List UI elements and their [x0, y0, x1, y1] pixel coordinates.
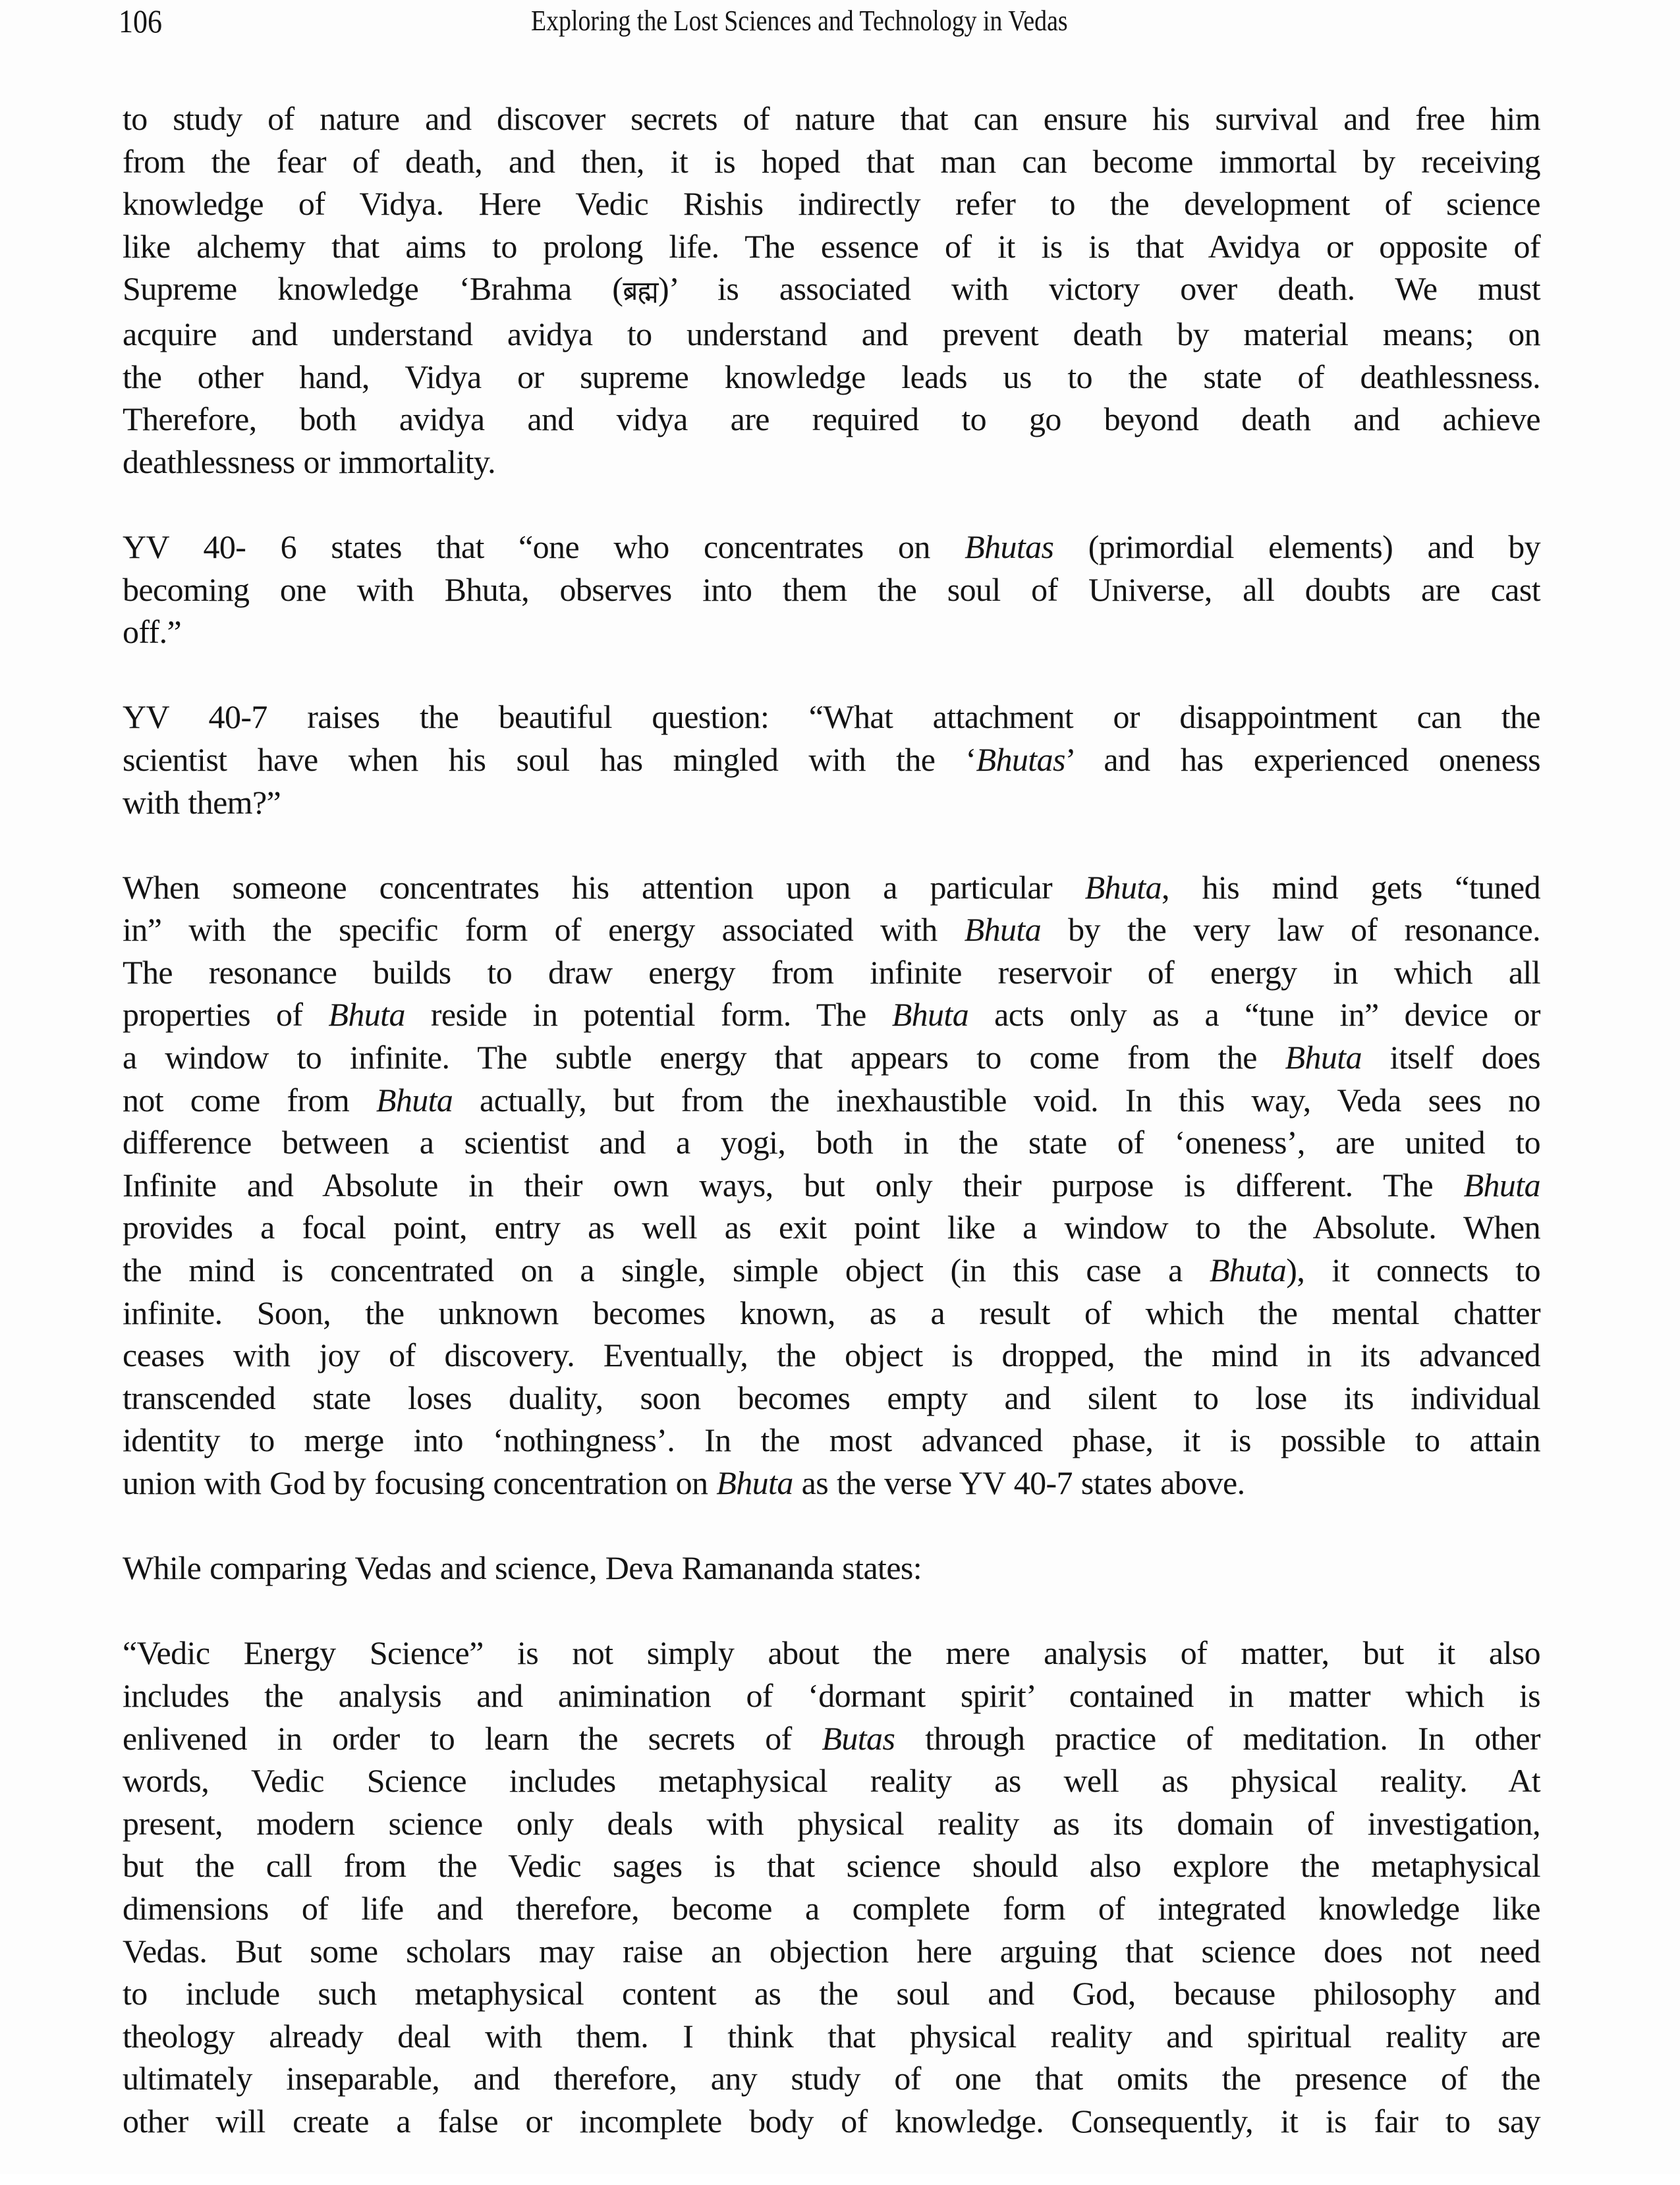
text-line [123, 225, 1540, 268]
italic-term: Bhuta [1209, 1252, 1287, 1289]
text-line [123, 611, 1540, 653]
text-line [123, 356, 1540, 399]
text-line [123, 1334, 1540, 1377]
text-run: other will create a false or incomplete body of knowledge. Consequently, it is fair to say [123, 2102, 1540, 2140]
text-run: ), it connects to [1286, 1252, 1540, 1289]
text-run: , his mind gets “tuned [1162, 868, 1540, 906]
running-header [0, 0, 1680, 46]
text-line [123, 1547, 1540, 1590]
text-run: off.” [123, 613, 182, 651]
text-line [123, 1249, 1540, 1292]
body-text [123, 97, 1540, 2185]
italic-term: Bhutas [965, 528, 1054, 565]
text-run: to study of nature and discover secrets of nature that can ensure his survival and free him [123, 100, 1540, 137]
text-line [123, 993, 1540, 1036]
text-run: with them?” [123, 783, 281, 821]
paragraph [123, 1547, 1540, 1590]
text-line [123, 568, 1540, 611]
text-run: through practice of meditation. In other [895, 1719, 1540, 1757]
text-line [123, 1164, 1540, 1207]
text-line [123, 1377, 1540, 1420]
text-run: “Vedic Energy Science” is not simply about the mere analysis of matter, but it also [123, 1634, 1540, 1672]
text-run: identity to merge into ‘nothingness’. In the most advanced phase, it is possible to attain [123, 1422, 1540, 1459]
text-run: Infinite and Absolute in their own ways, but only their purpose is different. The [123, 1166, 1464, 1203]
text-run: reside in potential form. The [405, 996, 892, 1034]
text-run: the other hand, Vidya or supreme knowledge leads us to the state of deathlessness. [123, 358, 1540, 395]
text-line [123, 140, 1540, 183]
text-line [123, 951, 1540, 994]
italic-term: Bhuta [964, 911, 1042, 949]
text-run: not come from [123, 1081, 376, 1119]
text-run: acts only as a “tune in” device or [968, 996, 1540, 1034]
text-line [123, 1887, 1540, 1930]
text-line [123, 1930, 1540, 1973]
text-line [123, 1759, 1540, 1802]
text-run: but the call from the Vedic sages is that science should also explore the metaphysical [123, 1847, 1540, 1885]
text-line [123, 1079, 1540, 1122]
text-run: the mind is concentrated on a single, simple object (in this case a [123, 1252, 1210, 1289]
italic-term: Bhutas [976, 740, 1065, 778]
text-run: includes the analysis and animination of ‘dormant spirit’ contained in matter which is [123, 1676, 1540, 1714]
text-line [123, 2057, 1540, 2100]
text-line [123, 1674, 1540, 1717]
text-line [123, 1632, 1540, 1674]
italic-term: Bhuta [1463, 1166, 1540, 1203]
paragraph [123, 97, 1540, 483]
text-line [123, 1419, 1540, 1462]
text-run: union with God by focusing concentration on [123, 1464, 717, 1501]
text-run: While comparing Vedas and science, Deva Ramananda states: [123, 1549, 922, 1587]
text-run: to include such metaphysical content as the soul and God, because philosophy and [123, 1975, 1540, 2012]
text-run: enlivened in order to learn the secrets of [123, 1719, 822, 1757]
italic-term: Bhuta [891, 996, 969, 1034]
text-line [123, 313, 1540, 356]
text-line [123, 1844, 1540, 1887]
text-line [123, 1292, 1540, 1335]
text-line [123, 441, 1540, 484]
text-run: words, Vedic Science includes metaphysical reality as well as physical reality. At [123, 1762, 1540, 1800]
text-run: like alchemy that aims to prolong life. The essence of it is is that Avidya or opposite of [123, 227, 1540, 265]
text-run: knowledge of Vidya. Here Vedic Rishis indirectly refer to the development of science [123, 185, 1540, 223]
italic-term: Bhuta [376, 1081, 453, 1119]
text-line [123, 1121, 1540, 1164]
text-line [123, 781, 1540, 824]
text-run: When someone concentrates his attention upon a particular [123, 868, 1085, 906]
text-run: properties of [123, 996, 329, 1034]
text-run: scientist have when his soul has mingled with the ‘ [123, 740, 976, 778]
text-run: deathlessness or immortality. [123, 443, 495, 480]
text-run: by the very law of resonance. [1041, 911, 1540, 949]
page-number: 106 [119, 3, 162, 40]
text-run: transcended state loses duality, soon becomes empty and silent to lose its individual [123, 1379, 1540, 1416]
devanagari-term: ब्रह्म [623, 276, 658, 307]
text-line [123, 526, 1540, 568]
text-line [123, 97, 1540, 140]
text-run: becoming one with Bhuta, observes into them the soul of Universe, all doubts are cast [123, 570, 1540, 608]
text-run: Therefore, both avidya and vidya are required to go beyond death and achieve [123, 401, 1540, 438]
italic-term: Bhuta [716, 1464, 793, 1501]
text-run: acquire and understand avidya to understand and prevent death by material means; on [123, 315, 1540, 352]
text-line [123, 1802, 1540, 1845]
text-line [123, 696, 1540, 738]
italic-term: Butas [822, 1719, 895, 1757]
text-run: )’ is associated with victory over death. We must [658, 270, 1541, 308]
text-run: theology already deal with them. I think that physical reality and spiritual reality are [123, 2017, 1540, 2055]
text-line [123, 908, 1540, 951]
text-line [123, 182, 1540, 225]
text-run: (primordial elements) and by [1053, 528, 1540, 565]
text-run: dimensions of life and therefore, become a complete form of integrated knowledge like [123, 1889, 1540, 1927]
text-run: YV 40-7 raises the beautiful question: “What attachment or disappointment can the [123, 698, 1540, 736]
text-run: difference between a scientist and a yogi, both in the state of ‘oneness’, are united to [123, 1124, 1540, 1161]
paragraph [123, 866, 1540, 1505]
text-run: itself does [1361, 1039, 1540, 1076]
text-run: ultimately inseparable, and therefore, any study of one that omits the presence of the [123, 2060, 1540, 2097]
text-line [123, 267, 1540, 313]
text-line [123, 2015, 1540, 2058]
text-run: Vedas. But some scholars may raise an objection here arguing that science does not need [123, 1932, 1540, 1970]
text-line [123, 1462, 1540, 1505]
text-run: a window to infinite. The subtle energy that appears to come from the [123, 1039, 1285, 1076]
text-run: in” with the specific form of energy associated with [123, 911, 965, 949]
paragraph [123, 526, 1540, 653]
italic-term: Bhuta [1084, 868, 1162, 906]
text-line [123, 1206, 1540, 1249]
text-line [123, 2100, 1540, 2143]
text-run: ceases with joy of discovery. Eventually, the object is dropped, the mind in its advanced [123, 1337, 1540, 1374]
text-line [123, 398, 1540, 441]
text-run: infinite. Soon, the unknown becomes known, as a result of which the mental chatter [123, 1294, 1540, 1331]
text-run: YV 40- 6 states that “one who concentrates on [123, 528, 965, 565]
paragraph [123, 1632, 1540, 2142]
text-run: The resonance builds to draw energy from infinite reservoir of energy in which all [123, 953, 1540, 991]
text-line [123, 866, 1540, 909]
text-run: provides a focal point, entry as well as exit point like a window to the Absolute. When [123, 1209, 1540, 1246]
italic-term: Bhuta [1285, 1039, 1362, 1076]
text-run: actually, but from the inexhaustible void. In this way, Veda sees no [453, 1081, 1540, 1119]
text-run: Supreme knowledge ‘Brahma ( [123, 270, 623, 308]
running-title: Exploring the Lost Sciences and Technology in Vedas [531, 5, 1068, 37]
text-line [123, 1972, 1540, 2015]
text-run: ’ and has experienced oneness [1065, 740, 1541, 778]
paragraph [123, 696, 1540, 823]
text-run: as the verse YV 40-7 states above. [793, 1464, 1245, 1501]
text-run: from the fear of death, and then, it is hoped that man can become immortal by receiving [123, 142, 1540, 180]
italic-term: Bhuta [328, 996, 405, 1034]
text-line [123, 738, 1540, 781]
text-line [123, 1036, 1540, 1079]
text-run: present, modern science only deals with physical reality as its domain of investigation, [123, 1804, 1540, 1842]
text-line [123, 1717, 1540, 1760]
